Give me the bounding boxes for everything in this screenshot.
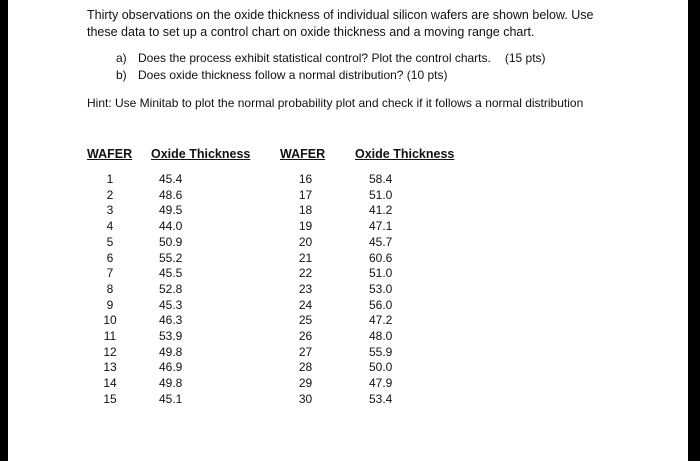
table-row	[87, 172, 465, 188]
wafer-number: 24	[298, 297, 313, 312]
table-row	[87, 392, 465, 408]
oxide-thickness-value: 49.5	[159, 203, 183, 218]
oxide-thickness-value: 48.0	[369, 329, 393, 344]
wafer-number: 26	[298, 329, 313, 344]
table-row	[87, 345, 465, 361]
oxide-thickness-value: 56.0	[369, 297, 393, 312]
wafer-number: 18	[298, 203, 313, 218]
wafer-number: 10	[103, 313, 117, 328]
wafer-number: 22	[298, 266, 313, 281]
wafer-number: 12	[103, 344, 117, 359]
wafer-number: 5	[106, 234, 114, 249]
wafer-data-table	[87, 147, 465, 408]
wafer-number: 7	[106, 266, 114, 281]
header-oxide-thickness-2: Oxide Thickness	[355, 147, 455, 161]
question-b-text: Does oxide thickness follow a normal distribution? (10 pts)	[138, 68, 448, 82]
oxide-thickness-value: 49.8	[159, 344, 183, 359]
wafer-number: 25	[298, 313, 313, 328]
question-b-label: b)	[116, 68, 127, 82]
problem-statement: Thirty observations on the oxide thickness of individual silicon wafers are shown below. Use these data to set up a control chart on oxide thickness and a moving range chart.	[87, 8, 594, 39]
table-row	[87, 219, 465, 235]
wafer-number: 30	[298, 391, 313, 406]
table-row	[87, 251, 465, 267]
oxide-thickness-value: 53.9	[159, 329, 183, 344]
oxide-thickness-value: 45.1	[159, 391, 183, 406]
wafer-number: 9	[106, 297, 114, 312]
wafer-number: 15	[103, 391, 117, 406]
table-row	[87, 313, 465, 329]
wafer-number: 21	[298, 250, 313, 265]
oxide-thickness-value: 45.4	[159, 172, 183, 186]
wafer-number: 4	[106, 219, 114, 234]
wafer-number: 20	[298, 234, 313, 249]
oxide-thickness-value: 53.4	[369, 391, 393, 406]
table-header-row	[87, 147, 465, 172]
oxide-thickness-value: 52.8	[159, 281, 183, 296]
oxide-thickness-value: 50.9	[159, 234, 183, 249]
wafer-number: 29	[298, 376, 313, 391]
wafer-number: 16	[298, 172, 313, 186]
wafer-number: 17	[298, 187, 313, 202]
table-row	[87, 282, 465, 298]
wafer-number: 13	[103, 360, 117, 375]
oxide-thickness-value: 47.9	[369, 376, 393, 391]
table-row	[87, 203, 465, 219]
table-row	[87, 376, 465, 392]
oxide-thickness-value: 50.0	[369, 360, 393, 375]
oxide-thickness-value: 48.6	[159, 187, 183, 202]
question-list	[116, 50, 546, 84]
question-a-label: a)	[116, 51, 127, 65]
oxide-thickness-value: 55.9	[369, 344, 393, 359]
oxide-thickness-value: 51.0	[369, 187, 393, 202]
hint-text: Hint: Use Minitab to plot the normal probability plot and check if it follows a normal distribution	[87, 96, 584, 110]
oxide-thickness-value: 45.5	[159, 266, 183, 281]
question-b	[116, 67, 546, 84]
wafer-number: 11	[103, 329, 117, 344]
table-body	[87, 172, 465, 408]
oxide-thickness-value: 47.2	[369, 313, 393, 328]
wafer-number: 14	[103, 376, 117, 391]
wafer-number: 28	[298, 360, 313, 375]
table-row	[87, 266, 465, 282]
question-a-points: (15 pts)	[504, 51, 546, 65]
wafer-number: 2	[106, 187, 114, 202]
oxide-thickness-value: 45.7	[369, 234, 393, 249]
header-wafer-1: WAFER	[87, 147, 133, 161]
wafer-number: 6	[106, 250, 114, 265]
oxide-thickness-value: 46.3	[159, 313, 183, 328]
document-page	[8, 0, 688, 461]
table-row	[87, 188, 465, 204]
wafer-number: 23	[298, 281, 313, 296]
table-row	[87, 329, 465, 345]
wafer-number: 1	[106, 172, 114, 186]
oxide-thickness-value: 41.2	[369, 203, 393, 218]
wafer-number: 27	[298, 344, 313, 359]
header-oxide-thickness-1: Oxide Thickness	[151, 147, 251, 161]
table-row	[87, 360, 465, 376]
wafer-number: 3	[106, 203, 114, 218]
question-a-text: Does the process exhibit statistical control? Plot the control charts.	[138, 51, 491, 65]
table-row	[87, 235, 465, 251]
oxide-thickness-value: 44.0	[159, 219, 183, 234]
question-a	[116, 50, 546, 67]
oxide-thickness-value: 49.8	[159, 376, 183, 391]
header-wafer-2: WAFER	[280, 147, 326, 161]
oxide-thickness-value: 47.1	[369, 219, 393, 234]
oxide-thickness-value: 60.6	[369, 250, 393, 265]
oxide-thickness-value: 55.2	[159, 250, 183, 265]
oxide-thickness-value: 58.4	[369, 172, 393, 186]
oxide-thickness-value: 46.9	[159, 360, 183, 375]
wafer-number: 19	[298, 219, 313, 234]
table-row	[87, 298, 465, 314]
oxide-thickness-value: 51.0	[369, 266, 393, 281]
wafer-number: 8	[106, 281, 114, 296]
oxide-thickness-value: 45.3	[159, 297, 183, 312]
oxide-thickness-value: 53.0	[369, 281, 393, 296]
